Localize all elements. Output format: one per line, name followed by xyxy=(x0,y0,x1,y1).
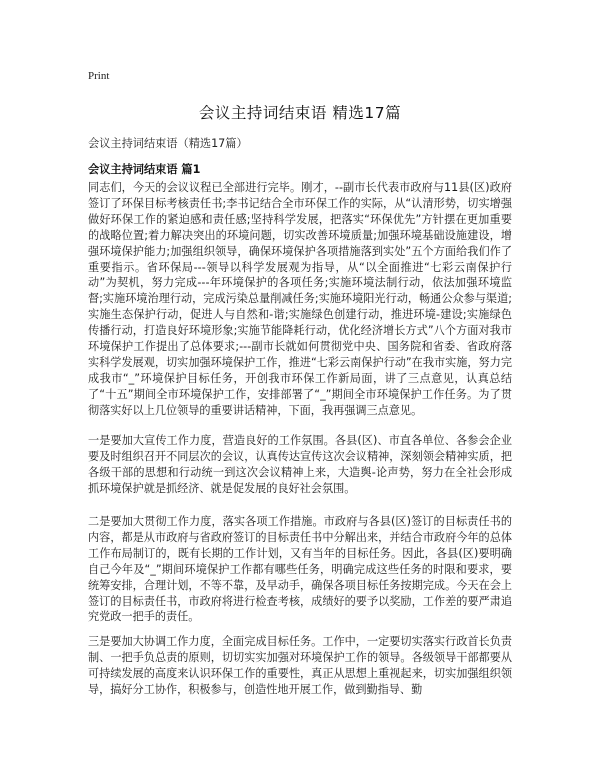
paragraph-3: 二是要加大贯彻工作力度，落实各项工作措施。市政府与各县(区)签订的目标责任书的内容，都是从市政府与省政府签订的目标责任书中分解出来，并结合市政府今年的总体工作布局制订的，既有长期的工作计划，又有当年的目标任务。因此，各县(区)要明确自己今年及“_”期间环境保护工作都有哪些任务，明确完成这些任务的时限和要求，要统筹安排，合理计划，不等不靠，及早动手，确保各项目标任务按期完成。今天在会上签订的目标责任书，市政府将进行检查考核，成绩好的要予以奖励，工作差的要严肃追究党政一把手的责任。 xyxy=(88,515,512,624)
section-heading: 会议主持词结束语 篇1 xyxy=(88,163,201,176)
paragraph-2: 一是要加大宣传工作力度，营造良好的工作氛围。各县(区)、市直各单位、各参会企业要及时组织召开不同层次的会议，认真传达宣传这次会议精神，深刻领会精神实质，把各级干部的思想和行动统一到这次会议精神上来，大造舆-论声势，努力在全社会形成抓环境保护就是抓经济、就是促发展的良好社会氛围。 xyxy=(88,434,512,495)
document-title: 会议主持词结束语 精选17篇 xyxy=(198,104,402,122)
document-subtitle: 会议主持词结束语（精选17篇） xyxy=(88,137,248,150)
print-label[interactable]: Print xyxy=(88,70,110,82)
paragraph-1: 同志们，今天的会议议程已全部进行完毕。刚才，--副市长代表市政府与11县(区)政府签订了环保目标考核责任书;李书记结合全市环保工作的实际，从“认清形势，切实增强做好环保工作的紧迫感和责任感;坚持科学发展，把落实“环保优先”方针摆在更加重要的战略位置;着力解决突出的环境问题，切实改善环境质量;加强环境基础设施建设，增强环境保护能力;加强组织领导，确保环境保护各项措施落到实处”五个方面给我们作了重要指示。省环保局---领导以科学发展观为指导，从“以全面推进“七彩云南保护行动”为契机，努力完成---年环境保护的各项任务;实施环境法制行动，依法加强环境监督;实施环境治理行动，完成污染总量削减任务;实施环境阳光行动，畅通公众参与渠道;实施生态保护行动，促进人与自然和-谐;实施绿色创建行动，推进环境-建设;实施绿色传播行动，打造良好环境形象;实施节能降耗行动，优化经济增长方式”八个方面对我市环境保护工作提出了总体要求;---副市长就如何贯彻党中央、国务院和省委、省政府落实科学发展观，切实加强环境保护工作，推进“七彩云南保护行动”在我市实施，努力完成我市“_”环境保护目标任务，开创我市环保工作新局面，讲了三点意见，认真总结了“十五”期间全市环境保护工作，安排部署了“_”期间全市环境保护工作任务。为了贯彻落实好以上几位领导的重要讲话精神，下面，我再强调三点意见。 xyxy=(88,181,512,417)
paragraph-4: 三是要加大协调工作力度，全面完成目标任务。工作中，一定要切实落实行政首长负责制、一把手负总责的原则，切切实实加强对环境保护工作的领导。各级领导干部都要从可持续发展的高度来认识环保工作的重要性，真正从思想上重视起来，切实加强组织领导，搞好分工协作，积极参与，创造性地开展工作，做到勤指导、勤 xyxy=(88,635,512,696)
